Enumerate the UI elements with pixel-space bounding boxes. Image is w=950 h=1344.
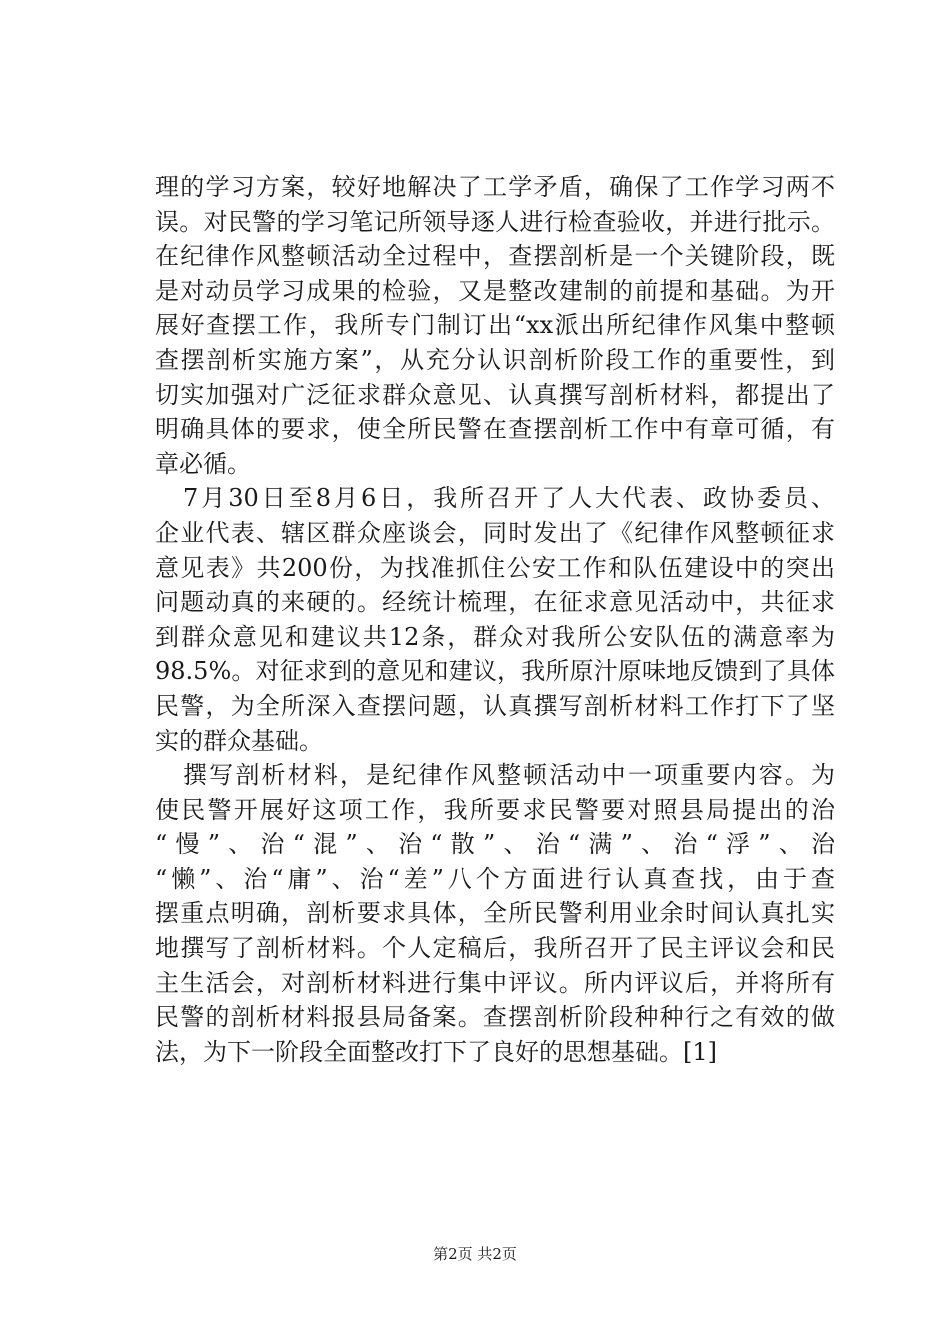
paragraph-3-line: 撰写剖析材料，是纪律作风整顿活动中一项重要内容。为 — [183, 761, 835, 790]
paragraph-3-line: 法，为下一阶段全面整改打下了良好的思想基础。[1] — [155, 1037, 717, 1066]
paragraph-1-line: 误。对民警的学习笔记所领导逐人进行检查验收，并进行批示。 — [155, 207, 835, 236]
page-number-footer: 第2页 共2页 — [433, 1245, 517, 1263]
paragraph-2-line: 民警，为全所深入查摆问题，认真撰写剖析材料工作打下了坚 — [155, 691, 835, 720]
paragraph-2-line: 实的群众基础。 — [155, 726, 323, 755]
paragraph-2-line: 问题动真的来硬的。经统计梳理，在征求意见活动中，共征求 — [155, 588, 835, 617]
paragraph-3-line: “慢”、治“混”、治“散”、治“满”、治“浮”、治 — [155, 830, 835, 859]
paragraph-1-line: 展好查摆工作，我所专门制订出“xx派出所纪律作风集中整顿 — [155, 311, 835, 340]
paragraph-3-line: “懒”、治“庸”、治“差”八个方面进行认真查找，由于查 — [155, 864, 835, 893]
paragraph-1-line: 理的学习方案，较好地解决了工学矛盾，确保了工作学习两不 — [155, 173, 835, 201]
paragraph-3-line: 摆重点明确，剖析要求具体，全所民警利用业余时间认真扎实 — [155, 899, 835, 928]
paragraph-3-line: 主生活会，对剖析材料进行集中评议。所内评议后，并将所有 — [155, 968, 835, 997]
paragraph-1-line: 章必循。 — [155, 449, 251, 478]
body-text — [155, 170, 835, 1069]
paragraph-3-line: 地撰写了剖析材料。个人定稿后，我所召开了民主评议会和民 — [155, 934, 835, 963]
paragraph-2-line: 7月30日至8月6日，我所召开了人大代表、政协委员、 — [183, 484, 835, 513]
paragraph-1-line: 明确具体的要求，使全所民警在查摆剖析工作中有章可循，有 — [155, 415, 835, 444]
paragraph-3-line: 民警的剖析材料报县局备案。查摆剖析阶段种种行之有效的做 — [155, 1003, 835, 1032]
paragraph-2-line: 到群众意见和建议共12条，群众对我所公安队伍的满意率为 — [155, 622, 835, 651]
paragraph-2-line: 意见表》共200份，为找准抓住公安工作和队伍建设中的突出 — [155, 553, 835, 582]
paragraph-2-line: 98.5%。对征求到的意见和建议，我所原汁原味地反馈到了具体 — [155, 657, 835, 686]
paragraph-1-line: 是对动员学习成果的检验，又是整改建制的前提和基础。为开 — [155, 276, 835, 305]
paragraph-1-line: 在纪律作风整顿活动全过程中，查摆剖析是一个关键阶段，既 — [155, 242, 835, 271]
paragraph-1-line: 切实加强对广泛征求群众意见、认真撰写剖析材料，都提出了 — [155, 380, 835, 409]
paragraph-2-line: 企业代表、辖区群众座谈会，同时发出了《纪律作风整顿征求 — [155, 518, 835, 547]
paragraph-1-line: 查摆剖析实施方案”，从充分认识剖析阶段工作的重要性，到 — [155, 345, 835, 374]
paragraph-3-line: 使民警开展好这项工作，我所要求民警要对照县局提出的治 — [155, 795, 835, 824]
